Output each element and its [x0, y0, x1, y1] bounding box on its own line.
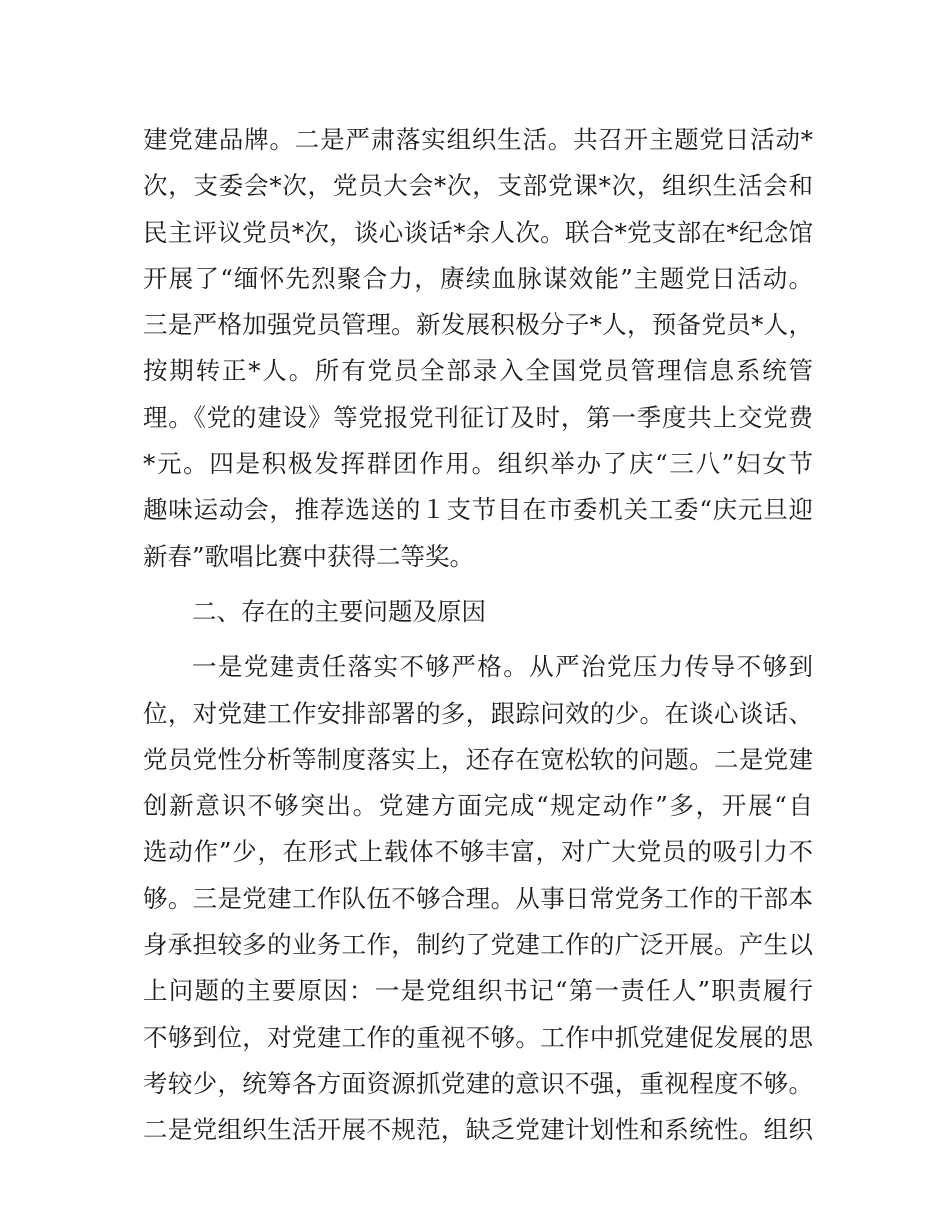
text-line: 选动作”少，在形式上载体不够丰富，对广大党员的吸引力不	[143, 837, 813, 867]
text-line: 考较少，统筹各方面资源抓党建的意识不强，重视程度不够。	[143, 1068, 813, 1098]
text-line: 理。《党的建设》等党报党刊征订及时，第一季度共上交党费	[143, 402, 813, 432]
text-line: 党员党性分析等制度落实上，还存在宽松软的问题。二是党建	[143, 744, 813, 774]
text-line: 上问题的主要原因：一是党组织书记“第一责任人”职责履行	[143, 976, 813, 1006]
text-line: 民主评议党员*次，谈心谈话*余人次。联合*党支部在*纪念馆	[143, 217, 813, 247]
section-heading: 二、存在的主要问题及原因	[192, 596, 486, 626]
text-line: 二是党组织生活开展不规范，缺乏党建计划性和系统性。组织	[143, 1115, 813, 1145]
text-line: 位，对党建工作安排部署的多，跟踪问效的少。在谈心谈话、	[143, 698, 813, 728]
text-line: 趣味运动会，推荐选送的１支节目在市委机关工委“庆元旦迎	[143, 495, 813, 525]
text-line: 创新意识不够突出。党建方面完成“规定动作”多，开展“自	[143, 791, 813, 821]
paragraph-gap	[143, 635, 813, 644]
text-line: 一是党建责任落实不够严格。从严治党压力传导不够到	[192, 652, 813, 682]
text-line: 新春”歌唱比赛中获得二等奖。	[143, 541, 475, 571]
text-line: 次，支委会*次，党员大会*次，支部党课*次，组织生活会和	[143, 171, 813, 201]
paragraph-problems	[143, 644, 813, 1153]
text-line: 够。三是党建工作队伍不够合理。从事日常党务工作的干部本	[143, 883, 813, 913]
paragraph-achievements	[143, 117, 813, 580]
text-line: 三是严格加强党员管理。新发展积极分子*人，预备党员*人，	[143, 310, 813, 340]
document-body	[143, 117, 813, 1154]
text-line: 开展了“缅怀先烈聚合力，赓续血脉谋效能”主题党日活动。	[143, 263, 813, 293]
text-line: 身承担较多的业务工作，制约了党建工作的广泛开展。产生以	[143, 930, 813, 960]
text-line: 不够到位，对党建工作的重视不够。工作中抓党建促发展的思	[143, 1022, 813, 1052]
paragraph-gap	[143, 580, 813, 589]
text-line: 建党建品牌。二是严肃落实组织生活。共召开主题党日活动*	[143, 125, 813, 154]
text-line: *元。四是积极发挥群团作用。组织举办了庆“三八”妇女节	[143, 449, 813, 479]
text-line: 按期转正*人。所有党员全部录入全国党员管理信息系统管	[143, 356, 813, 386]
